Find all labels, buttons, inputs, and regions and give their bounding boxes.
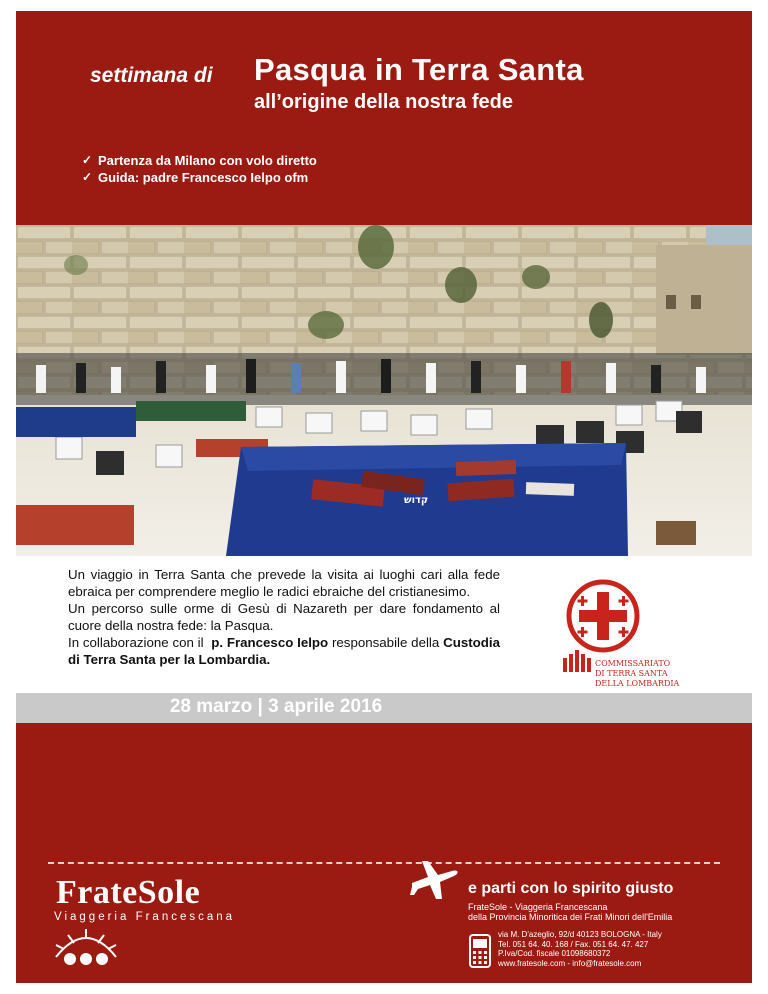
western-wall-photo <box>16 225 752 556</box>
contact-vat: P.Iva/Cod. fiscale 01098680372 <box>498 949 611 958</box>
intro-paragraph: Un percorso sulle orme di Gesù di Nazareth per dare fondamento al cuore della nostra fede: la Pasqua. <box>68 601 500 633</box>
feature-item: ✓ Guida: padre Francesco Ielpo ofm <box>82 170 309 185</box>
contact-web-email: www.fratesole.com - info@fratesole.com <box>498 958 642 968</box>
header-panel <box>16 11 752 225</box>
phone-icon <box>469 934 491 968</box>
agency-info: FrateSole - Viaggeria Francescana della Provincia Minoritica dei Frati Minori dell'Emilia <box>468 902 673 922</box>
organization-name: Custodia di Terra Santa per la Lombardia. <box>68 635 500 667</box>
jerusalem-cross-icon <box>578 592 629 640</box>
intro-paragraph: Un viaggio in Terra Santa che prevede la visita ai luoghi cari alla fede ebraica per comprendere meglio le radici ebraiche del cristianesimo. <box>68 567 500 599</box>
commissariato-logo <box>555 578 705 690</box>
svg-text:DELLA LOMBARDIA: DELLA LOMBARDIA <box>595 679 680 688</box>
intro-paragraph: In collaborazione con il p. Francesco Ielpo responsabile della Custodia di Terra Santa per la Lombardia. <box>68 635 500 667</box>
slogan: e parti con lo spirito giusto <box>468 880 674 897</box>
page-subtitle: all’origine della nostra fede <box>254 91 513 113</box>
feature-list <box>82 152 317 186</box>
check-icon: ✓ <box>82 153 93 167</box>
page-title: Pasqua in Terra Santa <box>254 52 584 87</box>
airplane-icon <box>408 855 460 903</box>
guide-name: p. Francesco Ielpo <box>211 635 329 650</box>
sun-logo-icon <box>46 925 126 967</box>
pre-title: settimana di <box>90 64 213 87</box>
date-band <box>16 693 752 723</box>
trip-dates: 28 marzo | 3 aprile 2016 <box>169 696 383 717</box>
check-icon: ✓ <box>82 170 93 184</box>
contact-info <box>498 930 662 968</box>
contact-address: via M. D'azeglio, 92/d 40123 BOLOGNA - Italy <box>498 930 662 939</box>
intro-text <box>68 566 500 668</box>
svg-text:DI TERRA SANTA: DI TERRA SANTA <box>595 669 668 678</box>
feature-item: ✓ Partenza da Milano con volo diretto <box>82 153 317 168</box>
dashed-divider <box>48 862 720 864</box>
book-label: קדוש <box>404 495 429 506</box>
fratesole-tagline: Viaggeria Francescana <box>54 911 236 923</box>
svg-text:COMMISSARIATO: COMMISSARIATO <box>595 659 671 668</box>
contact-phone: Tel. 051 64. 40. 168 / Fax. 051 64. 47. 427 <box>498 939 649 949</box>
fratesole-logo-text: FrateSole <box>56 874 201 911</box>
